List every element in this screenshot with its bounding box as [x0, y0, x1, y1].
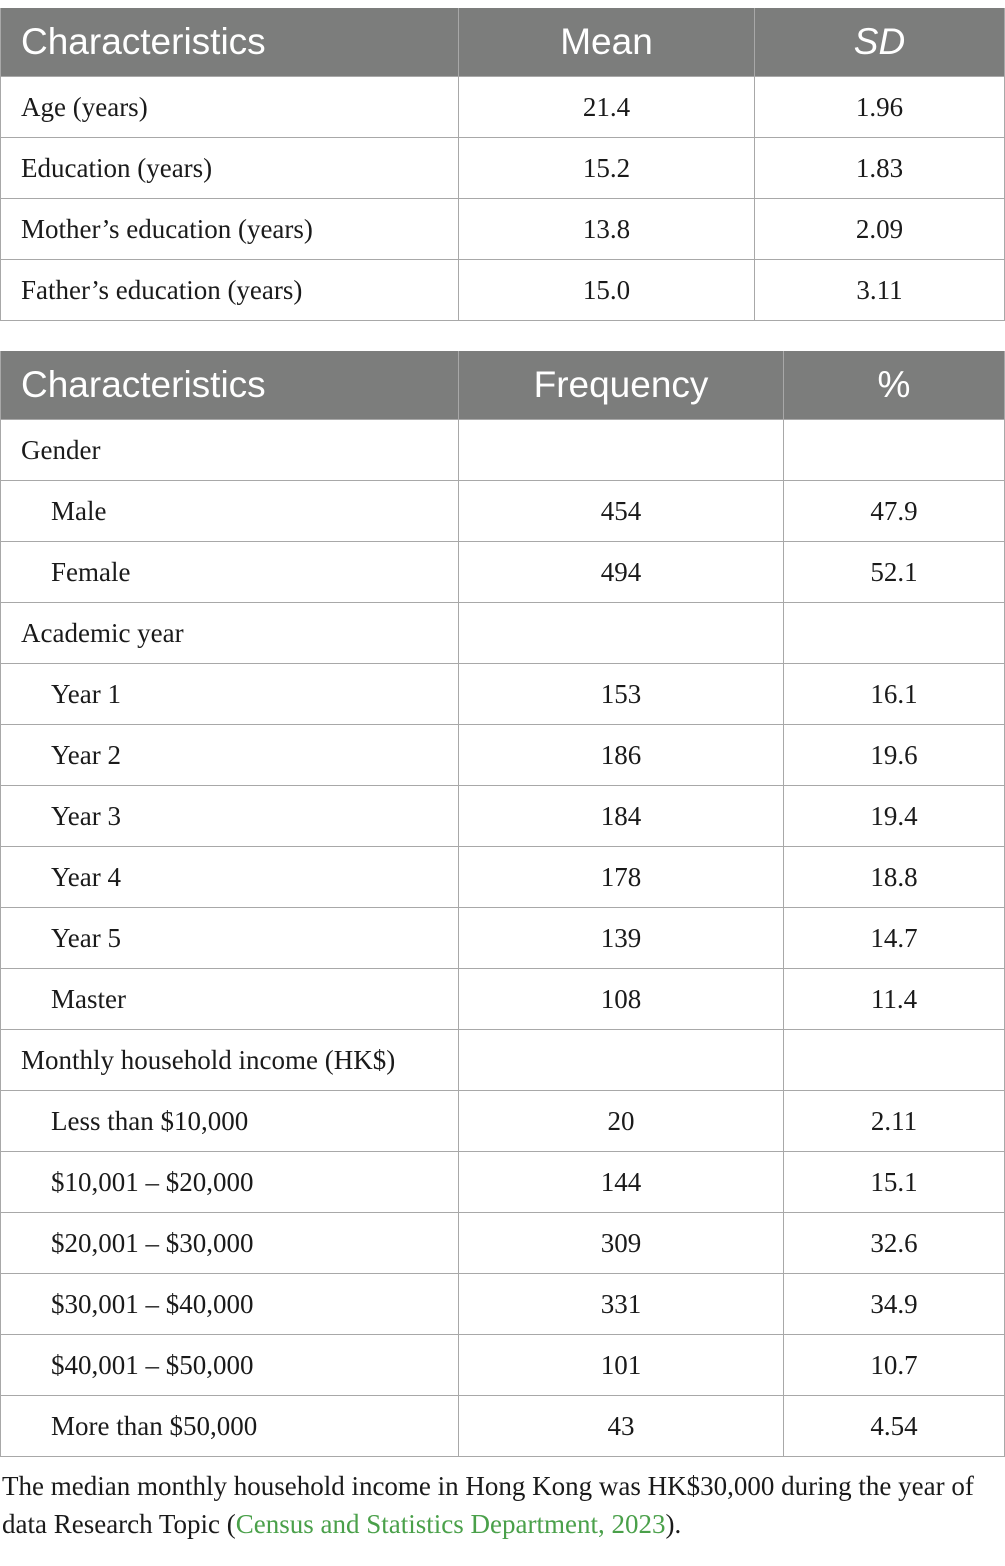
row-label: Education (years) — [1, 138, 459, 199]
frequency-value: 309 — [459, 1213, 784, 1274]
row-label: $20,001 – $30,000 — [1, 1213, 459, 1274]
column-header-percent: % — [784, 351, 1005, 420]
mean-value: 15.0 — [459, 260, 755, 321]
column-header-characteristics: Characteristics — [1, 8, 459, 77]
table-row — [1, 1396, 1005, 1457]
frequency-table — [0, 351, 1005, 1457]
category-label: Monthly household income (HK$) — [1, 1030, 459, 1091]
sd-value: 3.11 — [755, 260, 1005, 321]
column-header-characteristics: Characteristics — [1, 351, 459, 420]
percent-value: 2.11 — [784, 1091, 1005, 1152]
frequency-value — [459, 1030, 784, 1091]
category-label: Academic year — [1, 603, 459, 664]
frequency-value: 494 — [459, 542, 784, 603]
percent-value: 19.4 — [784, 786, 1005, 847]
frequency-value: 153 — [459, 664, 784, 725]
row-label: Less than $10,000 — [1, 1091, 459, 1152]
frequency-value: 184 — [459, 786, 784, 847]
percent-value: 11.4 — [784, 969, 1005, 1030]
frequency-value: 101 — [459, 1335, 784, 1396]
row-label: Year 2 — [1, 725, 459, 786]
row-label: Father’s education (years) — [1, 260, 459, 321]
category-row — [1, 603, 1005, 664]
category-row — [1, 1030, 1005, 1091]
column-header-mean: Mean — [459, 8, 755, 77]
percent-value: 4.54 — [784, 1396, 1005, 1457]
table-row — [1, 260, 1005, 321]
sd-value: 1.96 — [755, 77, 1005, 138]
row-label: Year 5 — [1, 908, 459, 969]
percent-value: 47.9 — [784, 481, 1005, 542]
row-label: $10,001 – $20,000 — [1, 1152, 459, 1213]
row-label: Year 3 — [1, 786, 459, 847]
table-row — [1, 199, 1005, 260]
mean-value: 13.8 — [459, 199, 755, 260]
table-header-row — [1, 351, 1005, 420]
percent-value: 16.1 — [784, 664, 1005, 725]
category-label: Gender — [1, 420, 459, 481]
frequency-value: 454 — [459, 481, 784, 542]
table-row — [1, 481, 1005, 542]
percent-value: 18.8 — [784, 847, 1005, 908]
frequency-value: 331 — [459, 1274, 784, 1335]
row-label: Mother’s education (years) — [1, 199, 459, 260]
row-label: Male — [1, 481, 459, 542]
percent-value: 32.6 — [784, 1213, 1005, 1274]
frequency-value: 20 — [459, 1091, 784, 1152]
frequency-value: 139 — [459, 908, 784, 969]
percent-value: 10.7 — [784, 1335, 1005, 1396]
frequency-value: 178 — [459, 847, 784, 908]
table-row — [1, 1274, 1005, 1335]
row-label: More than $50,000 — [1, 1396, 459, 1457]
percent-value: 52.1 — [784, 542, 1005, 603]
row-label: Year 1 — [1, 664, 459, 725]
category-row — [1, 420, 1005, 481]
table-row — [1, 1213, 1005, 1274]
percent-value — [784, 1030, 1005, 1091]
table-row — [1, 786, 1005, 847]
row-label: Age (years) — [1, 77, 459, 138]
table-row — [1, 138, 1005, 199]
table-row — [1, 1335, 1005, 1396]
table-row — [1, 1091, 1005, 1152]
descriptive-stats-table — [0, 8, 1005, 321]
sd-value: 2.09 — [755, 199, 1005, 260]
table-header-row — [1, 8, 1005, 77]
mean-value: 21.4 — [459, 77, 755, 138]
percent-value: 14.7 — [784, 908, 1005, 969]
table-row — [1, 725, 1005, 786]
table-footnote — [0, 1467, 1001, 1543]
frequency-value: 144 — [459, 1152, 784, 1213]
frequency-value: 108 — [459, 969, 784, 1030]
percent-value — [784, 420, 1005, 481]
row-label: $30,001 – $40,000 — [1, 1274, 459, 1335]
citation-link[interactable]: Census and Statistics Department, 2023 — [235, 1509, 666, 1539]
frequency-value — [459, 420, 784, 481]
footnote-text-end: ). — [665, 1509, 682, 1539]
column-header-sd: SD — [755, 8, 1005, 77]
table-row — [1, 77, 1005, 138]
sd-value: 1.83 — [755, 138, 1005, 199]
row-label: $40,001 – $50,000 — [1, 1335, 459, 1396]
footnote-text: The median monthly household income in Hong Kong was HK$30,000 during the year of data Research Topic ( — [2, 1471, 974, 1539]
table-row — [1, 847, 1005, 908]
table-row — [1, 969, 1005, 1030]
percent-value — [784, 603, 1005, 664]
table-row — [1, 542, 1005, 603]
percent-value: 34.9 — [784, 1274, 1005, 1335]
table-row — [1, 908, 1005, 969]
row-label: Female — [1, 542, 459, 603]
frequency-value — [459, 603, 784, 664]
frequency-value: 43 — [459, 1396, 784, 1457]
column-header-frequency: Frequency — [459, 351, 784, 420]
mean-value: 15.2 — [459, 138, 755, 199]
percent-value: 19.6 — [784, 725, 1005, 786]
percent-value: 15.1 — [784, 1152, 1005, 1213]
row-label: Master — [1, 969, 459, 1030]
table-row — [1, 1152, 1005, 1213]
table-row — [1, 664, 1005, 725]
row-label: Year 4 — [1, 847, 459, 908]
frequency-value: 186 — [459, 725, 784, 786]
